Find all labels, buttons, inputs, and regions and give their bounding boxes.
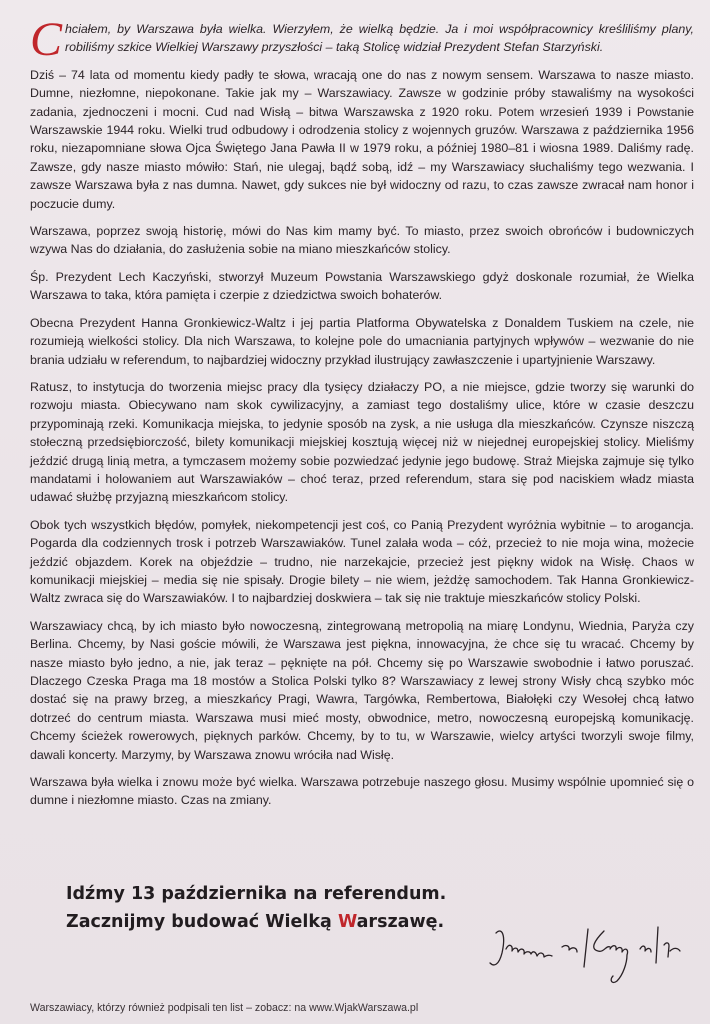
cta-line-referendum: Idźmy 13 października na referendum. (66, 884, 447, 904)
cta-red-letter: W (337, 912, 357, 932)
intro-quote-text: hciałem, by Warszawa była wielka. Wierzyłem, że wielką będzie. Ja i moi współpracownicy kreśliliśmy plany, robiliśmy szkice Wielkiej Warszawy przyszłości – taką Stolicę widział Prezydent Stefan Starzyński. (65, 22, 694, 55)
letter-body (30, 13, 694, 819)
paragraph-history: Dziś – 74 lata od momentu kiedy padły te słowa, wracają one do nas z nowym sensem. Warszawa to nasze miasto. Dumne, niezłomne, niepokonane. Takie jak my – Warszawiacy. Zawsze w godzinie próby stawaliśmy na wysokości zadania, zjednoczeni i mocni. Cud nad Wisłą – bitwa Warszawska z 1920 roku. Potem wrzesień 1939 i Powstanie Warszawskie 1944 roku. Wielki trud odbudowy i odrodzenia stolicy z wojennych gruzów. Warszawa z października 1956 roku, niezapomniane słowa Ojca Świętego Jana Pawła II w 1979 roku, a później 1980–81 i wiosna 1989. Daliśmy radę. Zawsze, gdy nasze miasto mówiło: Stań, nie ulegaj, bądź sobą, idź – my Warszawiacy słuchaliśmy tego wezwania. I zawsze Warszawa była z nas dumna. Nawet, gdy sukces nie był widoczny od razu, to czas zawsze zwracał nam honor i poczucie dumy. (30, 67, 694, 211)
paragraph-closing: Warszawa była wielka i znowu może być wielka. Warszawa potrzebuje naszego głosu. Musimy wspólnie upomnieć się o dumne i niezłomne miasto. Czas na zmiany. (30, 775, 694, 808)
signature-scribble (480, 905, 690, 1005)
cta-build-start: Zacznijmy budować Wielką (66, 912, 338, 932)
paragraph-current-mayor: Obecna Prezydent Hanna Gronkiewicz-Waltz i jej partia Platforma Obywatelska z Donaldem Tuskiem na czele, nie rozumieją wielkości stolicy. Dla nich Warszawa, to kolejne pole do umacniania partyjnych wpływów – wezwanie do nie brania udziału w referendum, to najbardziej widoczny przykład ilustrujący zawłaszczenie i upartyjnienie Warszawy. (30, 315, 694, 367)
paragraph-calling: Warszawa, poprzez swoją historię, mówi do Nas kim mamy być. To miasto, przez swoich obrońców i budowniczych wzywa Nas do działania, do zasłużenia sobie na miano mieszkańców stolicy. (30, 224, 694, 257)
cta-build-end: arszawę. (356, 912, 445, 932)
drop-cap: C (30, 13, 63, 66)
call-to-action (66, 880, 486, 936)
intro-quote (30, 13, 694, 66)
cta-line-build (66, 908, 486, 936)
footer-note: Warszawiacy, którzy również podpisali ten list – zobacz: na www.WjakWarszawa.pl (30, 1002, 419, 1014)
paragraph-aspirations: Warszawiacy chcą, by ich miasto było nowoczesną, zintegrowaną metropolią na miarę Londynu, Wiednia, Paryża czy Berlina. Chcemy, by Nasi goście mówili, że Warszawa jest piękna, innowacyjna, że chce się tu wracać. Chcemy by nasze miasto było jedno, a nie, jak teraz – pęknięte na pół. Chcemy się po Warszawie swobodnie i łatwo poruszać. Dlaczego Czeska Praga ma 18 mostów a Stolica Polski tylko 8? Warszawiacy z lewej strony Wisły chcą szybko móc dostać się na prawy brzeg, a mieszkańcy Pragi, Wawra, Targówka, Rembertowa, Białołęki czy Wesołej chcą łatwo dotrzeć do centrum miasta. Warszawa musi mieć mosty, obwodnice, metro, nowoczesną europejską komunikację. Chcemy ścieżek rowerowych, pięknych parków. Chcemy, by to tu, w Warszawie, wielcy artyści tworzyli swoje filmy, dawali koncerty. Marzymy, by Warszawa znowu wróciła nad Wisłę. (30, 618, 694, 762)
paragraph-city-hall: Ratusz, to instytucja do tworzenia miejsc pracy dla tysięcy działaczy PO, a nie miejsce, gdzie tworzy się warunki do rozwoju miasta. Obiecywano nam skok cywilizacyjny, a zamiast tego dostaliśmy ulice, które w czasie deszczu przypominają rzeki. Komunikacja miejska, to jedynie sposób na zysk, a nie usługa dla mieszkańców. Czynsze niszczą stołeczną przedsiębiorczość, bilety komunikacji miejskiej kosztują więcej niż w niejednej europejskiej stolicy. Mieliśmy jeździć drugą linią metra, a tymczasem możemy sobie pozwiedzać jedynie jego budowę. Straż Miejska zajmuje się tylko mandatami i holowaniem aut Warszawiaków – choć teraz, przed referendum, stara się pod naciskiem władz miasta udawać służbę przyjazną mieszkańcom stolicy. (30, 379, 694, 505)
handwritten-signature (480, 905, 690, 1005)
paragraph-arrogance: Obok tych wszystkich błędów, pomyłek, niekompetencji jest coś, co Panią Prezydent wyróżnia wybitnie – to arogancja. Pogarda dla codziennych trosk i potrzeb Warszawiaków. Tunel zalała woda – cóż, przecież to nie moja wina, możecie jeździć objazdem. Korek na objeździe – trudno, nie narzekajcie, przecież jest piękny widok na Wisłę. Chaos w komunikacji miejskiej – media się nie spisały. Drogie bilety – nie wiem, jeżdżę samochodem. Tak Hanna Gronkiewicz-Waltz zwraca się do Warszawiaków. I to najbardziej doskwiera – tak się nie traktuje mieszkańców stolicy Polski. (30, 517, 694, 606)
paragraph-museum: Śp. Prezydent Lech Kaczyński, stworzył Muzeum Powstania Warszawskiego gdyż doskonale rozumiał, że Wielka Warszawa to taka, która pamięta i czerpie z dziedzictwa swoich bohaterów. (30, 269, 694, 303)
